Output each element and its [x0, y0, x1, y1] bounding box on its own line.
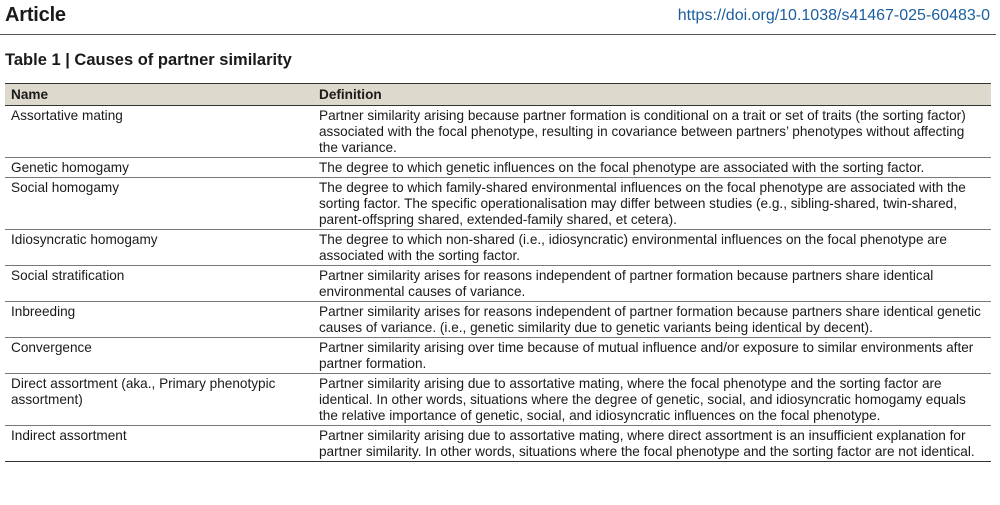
- row-name: Convergence: [5, 338, 313, 374]
- table-row: [5, 158, 991, 178]
- table-header-row: [5, 84, 991, 106]
- column-header-name: Name: [5, 84, 313, 106]
- row-name: Assortative mating: [5, 106, 313, 158]
- row-definition: Partner similarity arising because partner formation is conditional on a trait or set of traits (the sorting factor) associated with the focal phenotype, resulting in covariance between partners’ phenotypes without affecting the variance.: [313, 106, 991, 158]
- row-name: Indirect assortment: [5, 426, 313, 462]
- row-definition: Partner similarity arises for reasons independent of partner formation because partners share identical genetic causes of variance. (i.e., genetic similarity due to genetic variants being identical by decent).: [313, 302, 991, 338]
- table-row: [5, 302, 991, 338]
- row-definition: Partner similarity arising due to assortative mating, where direct assortment is an insufficient explanation for partner similarity. In other words, situations where the focal phenotype and the sorting factor are not identical.: [313, 426, 991, 462]
- table-row: [5, 106, 991, 158]
- row-definition: The degree to which non-shared (i.e., idiosyncratic) environmental influences on the focal phenotype are associated with the sorting factor.: [313, 230, 991, 266]
- causes-table: [5, 83, 991, 462]
- table-row: [5, 266, 991, 302]
- table-row: [5, 338, 991, 374]
- table-row: [5, 230, 991, 266]
- page-header: [0, 0, 996, 35]
- row-name: Social homogamy: [5, 178, 313, 230]
- row-name: Inbreeding: [5, 302, 313, 338]
- row-definition: The degree to which family-shared environmental influences on the focal phenotype are associated with the sorting factor. The specific operationalisation may differ between studies (e.g., sibling-shared, twin-shared, parent-offspring shared, extended-family shared, et cetera).: [313, 178, 991, 230]
- column-header-definition: Definition: [313, 84, 991, 106]
- table-row: [5, 178, 991, 230]
- article-label: Article: [5, 4, 66, 26]
- table-row: [5, 426, 991, 462]
- row-name: Direct assortment (aka., Primary phenotypic assortment): [5, 374, 313, 426]
- row-definition: Partner similarity arises for reasons independent of partner formation because partners share identical environmental causes of variance.: [313, 266, 991, 302]
- row-definition: Partner similarity arising due to assortative mating, where the focal phenotype and the sorting factor are identical. In other words, situations where the degree of genetic, social, and idiosyncratic homogamy equals the relative importance of genetic, social, and idiosyncratic influences on the focal phenotype.: [313, 374, 991, 426]
- row-name: Social stratification: [5, 266, 313, 302]
- table-title: Table 1 | Causes of partner similarity: [5, 51, 292, 69]
- row-name: Idiosyncratic homogamy: [5, 230, 313, 266]
- table-row: [5, 374, 991, 426]
- row-name: Genetic homogamy: [5, 158, 313, 178]
- row-definition: Partner similarity arising over time because of mutual influence and/or exposure to similar environments after partner formation.: [313, 338, 991, 374]
- row-definition: The degree to which genetic influences on the focal phenotype are associated with the sorting factor.: [313, 158, 991, 178]
- doi-link[interactable]: https://doi.org/10.1038/s41467-025-60483-0: [677, 7, 990, 24]
